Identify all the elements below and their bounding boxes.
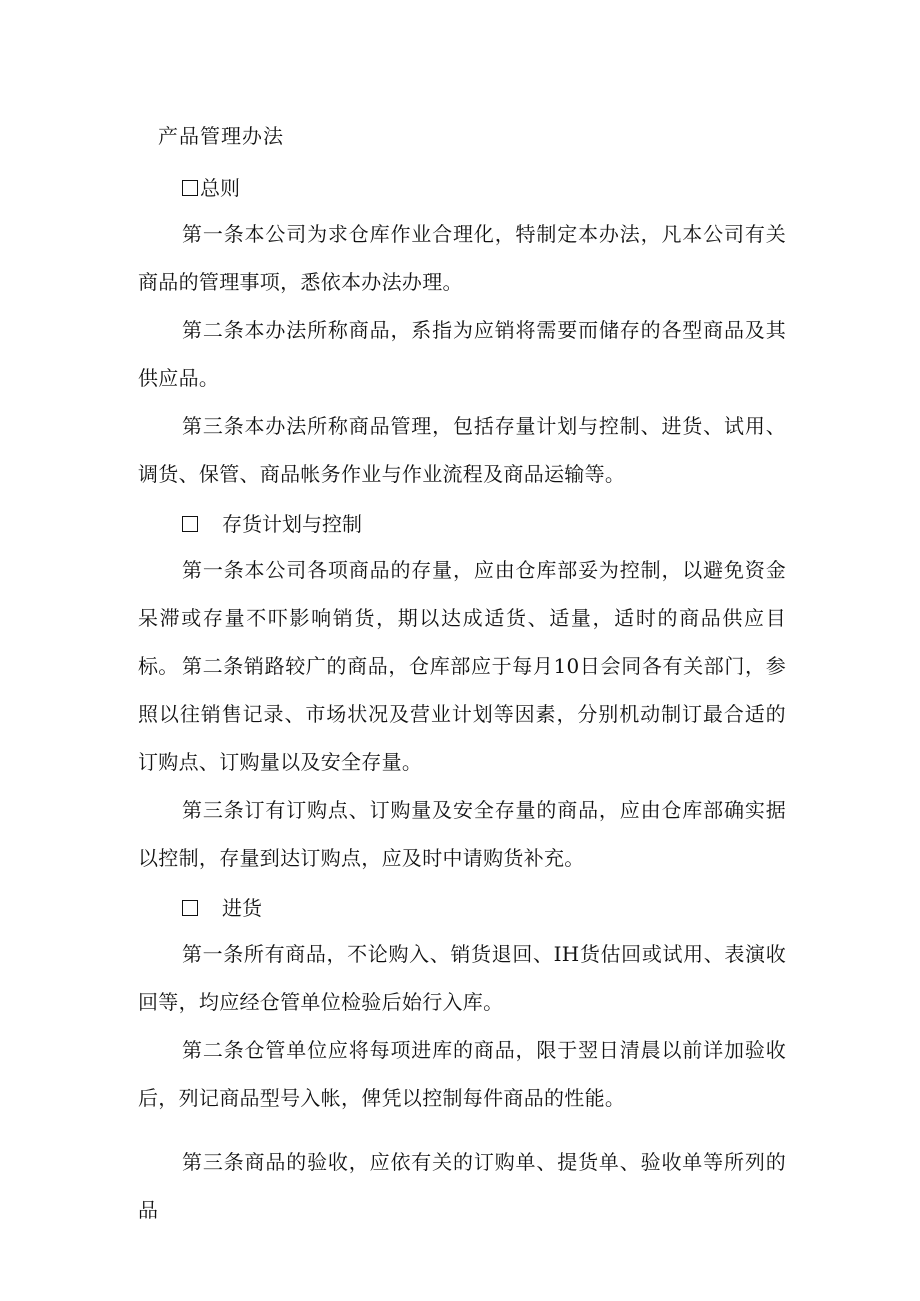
document-title: 产品管理办法: [158, 124, 284, 148]
paragraph: 第二条本办法所称商品，系指为应销将需要而储存的各型商品及其供应品。: [138, 318, 786, 390]
paragraph: 第三条订有订购点、订购量及安全存量的商品，应由仓库部确实据以控制，存量到达订购点，应及时中请购货补充。: [138, 798, 786, 870]
paragraph: 第一条所有商品，不论购入、销货退回、IH货估回或试用、表演收回等，均应经仓管单位检验后始行入库。: [138, 942, 786, 1014]
paragraph: 第三条本办法所称商品管理，包括存量计划与控制、进货、试用、调货、保管、商品帐务作业与作业流程及商品运输等。: [138, 414, 786, 486]
paragraph: 第二条销路较广的商品，仓库部应于每月10日会同各有关部门，参照以往销售记录、市场状况及营业计划等因素，分别机动制订最合适的订购点、订购量以及安全存量。: [138, 654, 786, 774]
section-heading-purchasing: [182, 894, 262, 922]
paragraph: 第二条仓管单位应将每项进库的商品，限于翌日清晨以前详加验收后，列记商品型号入帐，俾凭以控制每件商品的性能。: [138, 1038, 786, 1110]
section-heading-inventory-plan: [182, 510, 362, 538]
section-heading-label: 总则: [200, 176, 240, 200]
checkbox-square-icon: [182, 180, 198, 196]
paragraph: 第一条本公司为求仓库作业合理化，特制定本办法，凡本公司有关商品的管理事项，悉依本办法办理。: [138, 222, 786, 294]
section-heading-label: 存货计划与控制: [222, 512, 362, 536]
section-heading-label: 进货: [222, 896, 262, 920]
paragraph: 第一条本公司各项商品的存量，应由仓库部妥为控制，以避免资金呆滞或存量不吓影响销货，期以达成适货、适量，适时的商品供应目标。: [138, 558, 786, 678]
section-heading-general: [182, 174, 240, 202]
checkbox-square-icon: [182, 516, 198, 532]
paragraph: 第三条商品的验收，应依有关的订购单、提货单、验收单等所列的品: [138, 1150, 786, 1222]
checkbox-square-icon: [182, 900, 198, 916]
